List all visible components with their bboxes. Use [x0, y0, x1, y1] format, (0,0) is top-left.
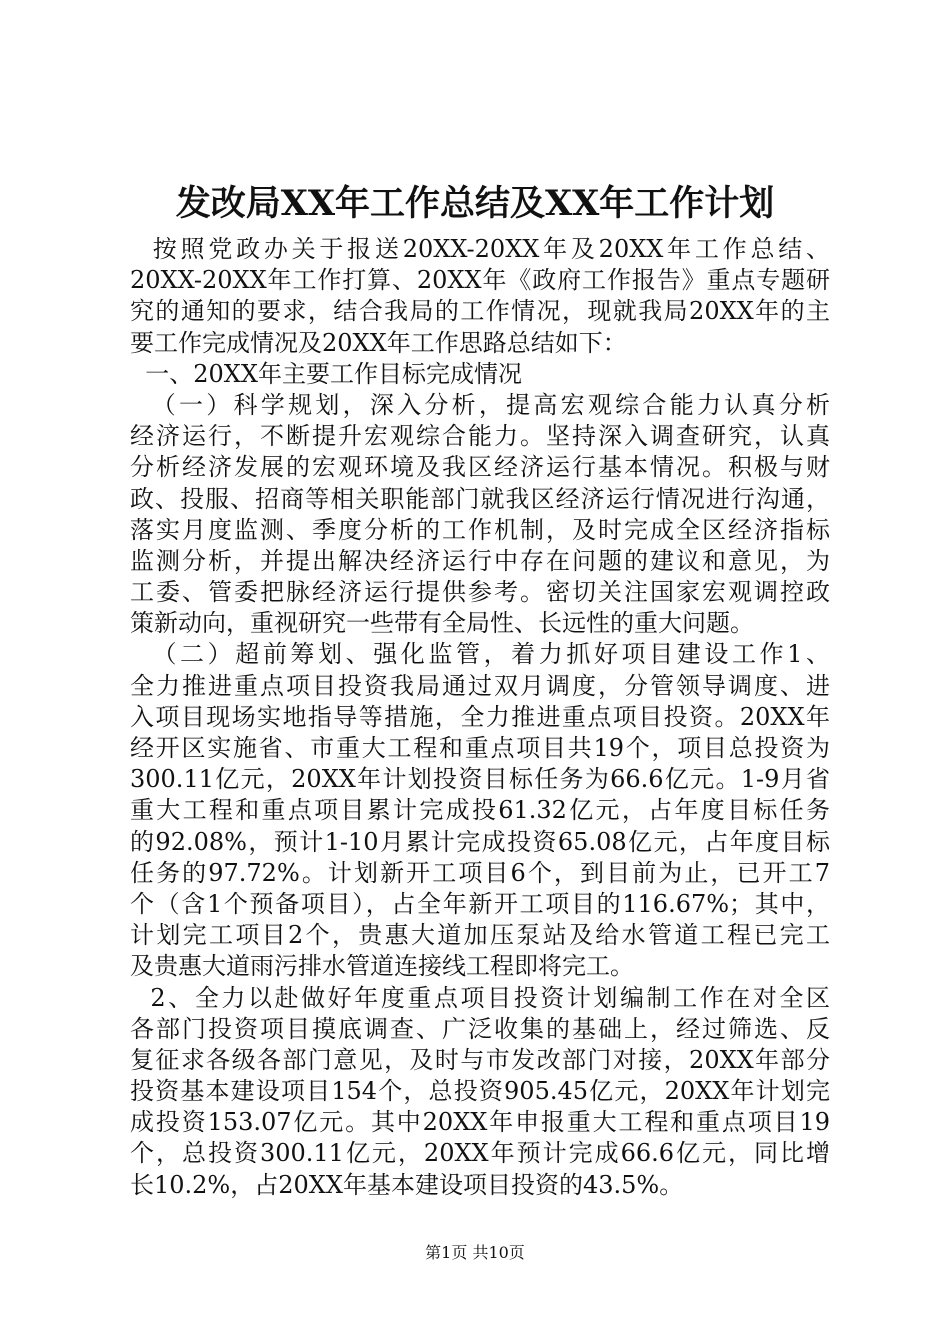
body-text-line: 究的通知的要求，结合我局的工作情况，现就我局20XX年的主 — [130, 297, 830, 326]
body-text-line: 经济运行，不断提升宏观综合能力。坚持深入调查研究，认真 — [130, 422, 830, 451]
body-text-line: 按照党政办关于报送20XX-20XX年及20XX年工作总结、 — [130, 235, 830, 263]
body-text-line: 策新动向，重视研究一些带有全局性、长远性的重大问题。 — [130, 609, 754, 638]
body-text-line: 任务的97.72%。计划新开工项目6个，到目前为止，已开工7 — [130, 858, 830, 887]
body-text-line: 20XX-20XX年工作打算、20XX年《政府工作报告》重点专题研 — [130, 266, 830, 295]
body-text-line: 投资基本建设项目154个，总投资905.45亿元，20XX年计划完 — [130, 1077, 830, 1106]
body-text-line: （二）超前筹划、强化监管，着力抓好项目建设工作1、 — [130, 640, 830, 669]
body-text-line: 各部门投资项目摸底调查、广泛收集的基础上，经过筛选、反 — [130, 1014, 830, 1043]
body-text-line: 及贵惠大道雨污排水管道连接线工程即将完工。 — [130, 952, 634, 981]
body-text-line: 300.11亿元，20XX年计划投资目标任务为66.6亿元。1-9月省 — [130, 765, 830, 794]
body-text-line: 监测分析，并提出解决经济运行中存在问题的建议和意见，为 — [130, 546, 830, 575]
page-footer: 第1页 共10页 — [425, 1243, 525, 1262]
body-text-line: 个（含1个预备项目），占全年新开工项目的116.67%；其中， — [130, 889, 830, 918]
body-text-line: 计划完工项目2个，贵惠大道加压泵站及给水管道工程已完工 — [130, 921, 830, 950]
body-text-line: 一、20XX年主要工作目标完成情况 — [130, 359, 522, 388]
body-text-line: 重大工程和重点项目累计完成投61.32亿元，占年度目标任务 — [130, 796, 830, 825]
body-text-line: 个，总投资300.11亿元，20XX年预计完成66.6亿元，同比增 — [130, 1139, 830, 1168]
body-text-line: 复征求各级各部门意见，及时与市发改部门对接，20XX年部分 — [130, 1045, 830, 1074]
body-text-line: 入项目现场实地指导等措施，全力推进重点项目投资。20XX年 — [130, 702, 830, 731]
body-text-line: 政、投服、招商等相关职能部门就我区经济运行情况进行沟通， — [130, 484, 830, 513]
body-text-line: 成投资153.07亿元。其中20XX年申报重大工程和重点项目19 — [130, 1108, 830, 1137]
body-text-line: 分析经济发展的宏观环境及我区经济运行基本情况。积极与财 — [130, 453, 830, 482]
body-text-line: 要工作完成情况及20XX年工作思路总结如下： — [130, 328, 627, 357]
body-text-line: 全力推进重点项目投资我局通过双月调度，分管领导调度、进 — [130, 671, 830, 700]
body-text-line: 2、全力以赴做好年度重点项目投资计划编制工作在对全区 — [130, 983, 830, 1012]
body-text-line: 长10.2%，占20XX年基本建设项目投资的43.5%。 — [130, 1170, 684, 1199]
body-text-line: （一）科学规划，深入分析，提高宏观综合能力认真分析 — [130, 390, 830, 419]
document-title: 发改局XX年工作总结及XX年工作计划 — [175, 183, 775, 224]
document-body — [130, 234, 830, 1201]
body-text-line: 工委、管委把脉经济运行提供参考。密切关注国家宏观调控政 — [130, 578, 830, 607]
body-text-line: 落实月度监测、季度分析的工作机制，及时完成全区经济指标 — [130, 515, 830, 544]
body-text-line: 经开区实施省、市重大工程和重点项目共19个，项目总投资为 — [130, 734, 830, 762]
body-text-line: 的92.08%，预计1-10月累计完成投资65.08亿元，占年度目标 — [130, 827, 830, 856]
